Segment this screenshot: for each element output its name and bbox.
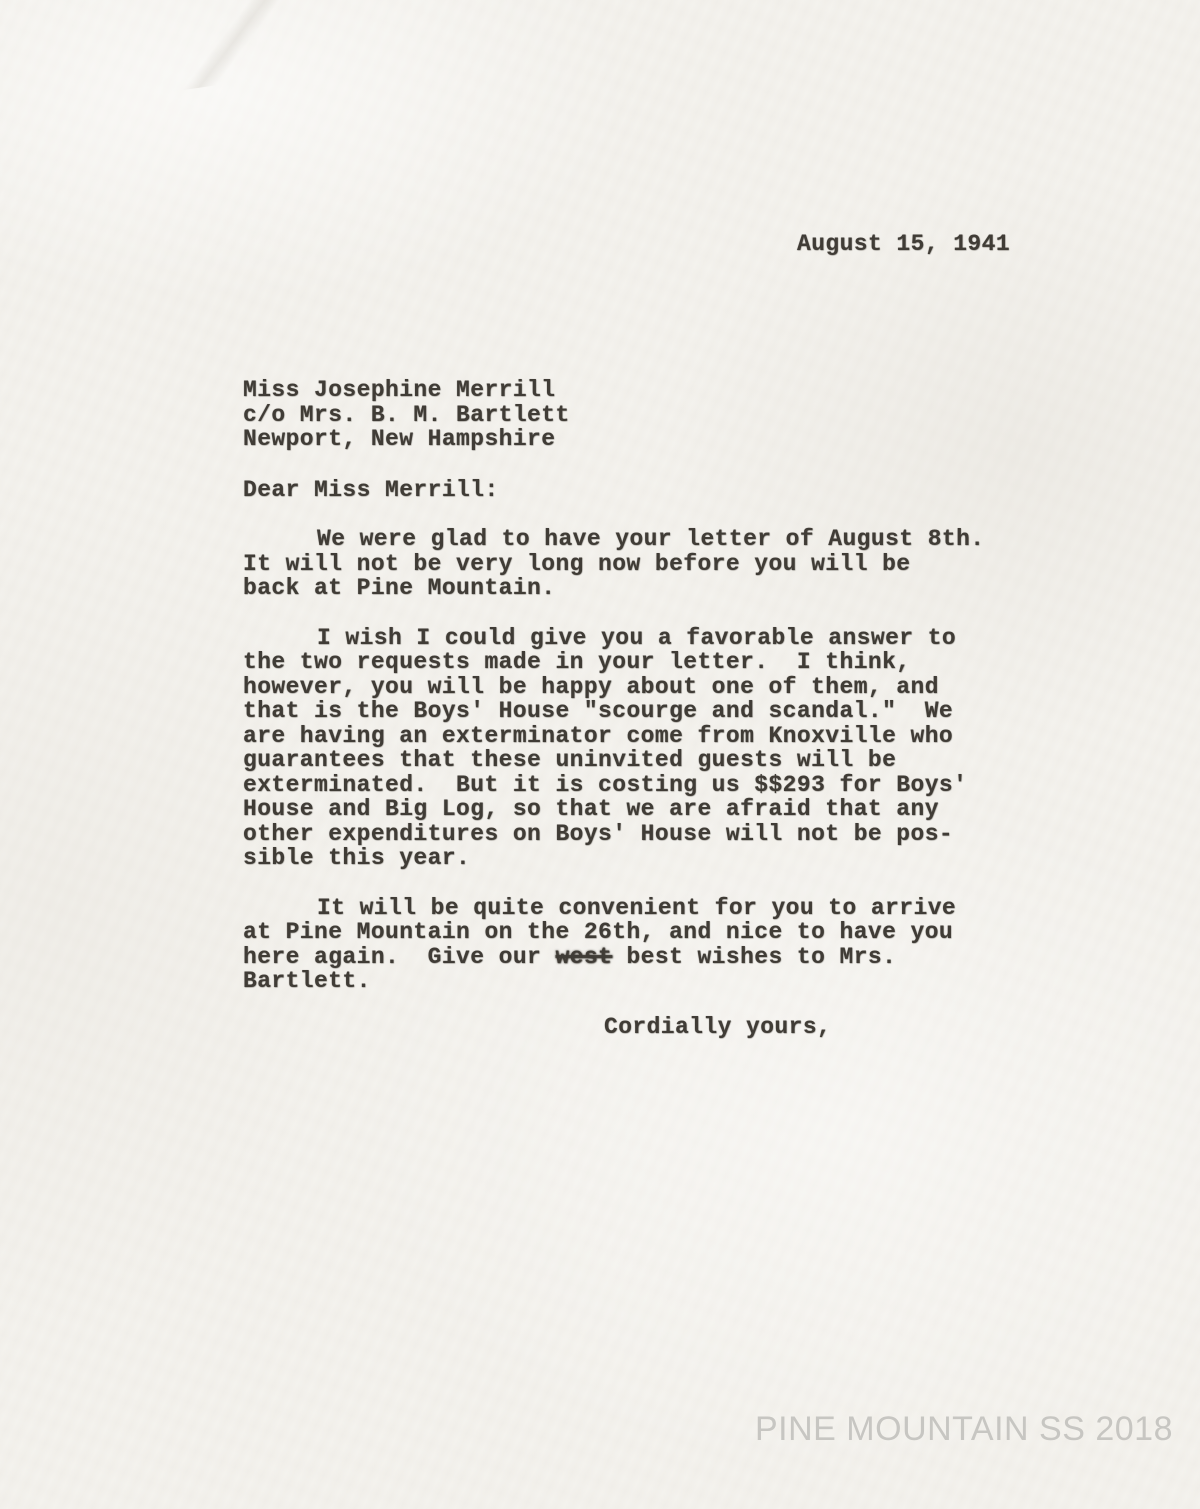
recipient-city: Newport, New Hampshire [243,426,556,452]
letter-line: however, you will be happy about one of them, and [243,673,939,700]
letter-line-with-strike [243,945,1003,970]
archive-watermark: PINE MOUNTAIN SS 2018 [755,1410,1173,1448]
recipient-name: Miss Josephine Merrill [243,377,556,403]
letter-date: August 15, 1941 [797,231,1011,257]
letter-line: We were glad to have your letter of August 8th. [317,526,985,552]
letter-line: other expenditures on Boys' House will not be pos- [243,820,954,847]
letter-line: the two requests made in your letter. I think, [243,649,911,675]
letter-line: It will not be very long now before you will be [243,550,911,577]
salutation: Dear Miss Merrill: [243,476,499,503]
paragraph-1 [243,527,1003,601]
line-text-before-strike: here again. Give our [243,943,556,970]
closing-signoff: Cordially yours, [604,1013,832,1040]
salutation-block [243,478,1003,503]
letter-line: I wish I could give you a favorable answer to [317,624,957,651]
paragraph-3 [243,896,1003,994]
letter-line: exterminated. But it is costing us $$293 for Boys' [243,771,968,798]
letter-line: at Pine Mountain on the 26th, and nice to have you [243,919,954,945]
letter-line: sible this year. [243,845,471,871]
letter-line: back at Pine Mountain. [243,575,556,601]
letter-line: It will be quite convenient for you to arrive [317,894,957,921]
struck-out-word: west [555,943,613,970]
letter-line: are having an exterminator come from Knoxville who [243,722,954,749]
letter-line: House and Big Log, so that we are afraid that any [243,796,939,822]
recipient-address-block [243,378,1003,452]
recipient-care-of: c/o Mrs. B. M. Bartlett [243,401,570,428]
letter-line: that is the Boys' House "scourge and scandal." We [243,698,954,724]
paragraph-2 [243,626,1003,871]
paper-crease-texture [133,0,368,95]
line-text-after-strike: best wishes to Mrs. [612,943,897,970]
letter-body [243,378,1003,1039]
letter-line: Bartlett. [243,968,371,994]
letter-line: guarantees that these uninvited guests will be [243,747,897,773]
